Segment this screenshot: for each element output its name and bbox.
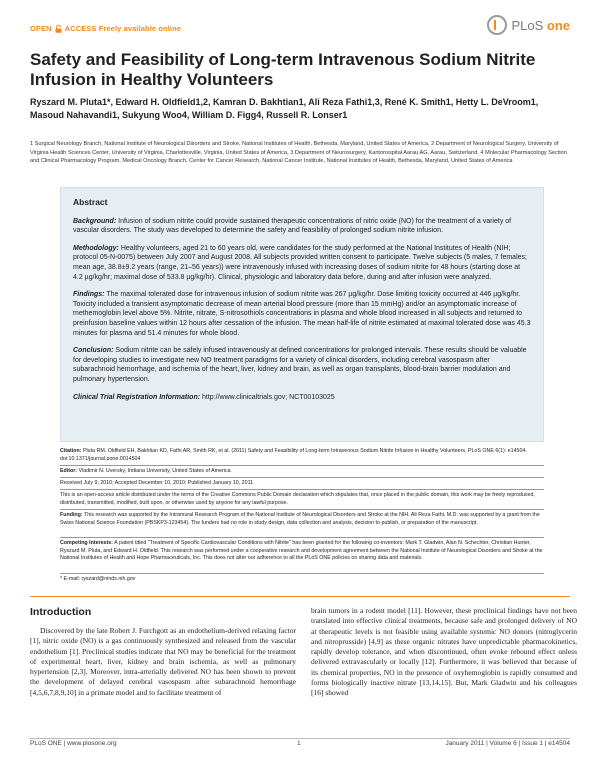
footer-divider [30, 738, 570, 739]
introduction-heading: Introduction [30, 606, 92, 618]
divider [60, 489, 544, 490]
journal-logo [487, 15, 570, 35]
funding-statement: Funding: This research was supported by the Intramural Research Program of the National Institute of Neurological Disorders and Stroke at the NIH. Ali Reza Fathi, M.D. was supported by a grant from the Swiss National Science Foundation (PBSKP3-123454). The funders had no role in study design, data collection and analysis, decision to publish, or preparation of the manuscript. [60, 512, 540, 526]
abstract-methodology: Methodology: Healthy volunteers, aged 21 to 60 years old, were candidates for the study performed at the National Institutes of Health (NIH; protocol 05-N-0075) between July 2007 and August 2008. All subjects provided written consent to participate. Twelve subjects (5 males, 7 females; mean age, 38.8±9.2 years (range, 21–56 years)) were intravenously infused with increasing doses of sodium nitrite for 48 hours (starting dose at 4.2 µg/kg/hr; maximal dose of 533.8 µg/kg/hr). Clinical, physiologic and laboratory data before, during and after infusion were analyzed. [73, 244, 527, 281]
article-title: Safety and Feasibility of Long-term Intravenous Sodium Nitrite Infusion in Healthy Volunteers [30, 50, 536, 89]
affiliations: 1 Surgical Neurology Branch, National Institute of Neurological Disorders and Stroke, National Institutes of Health, Bethesda, Maryland, United States of America, 2 Department of Neurological Surgery, University of Virginia Health Sciences Center, University of Virginia, Charlottesville, Virginia, United States of America, 3 Department of Neurosurgery, Kantonsspital Aarau AG, Aarau, Switzerland, 4 Molecular Pharmacology Section and Clinical Pharmacology Program, Medical Oncology Branch, Center for Cancer Research, National Cancer Institute, National Institutes of Health, Bethesda, Maryland, United States of America [30, 141, 567, 165]
abstract-conclusion: Conclusion: Sodium nitrite can be safely infused intravenously at defined concentrations for prolonged intervals. These results should be valuable for developing studies to investigate new NO treatment paradigms for a variety of clinical disorders, including cerebral vasospasm after subarachnoid hemorrhage, and ischemia of the heart, liver, kidney and brain, as well as organ transplants, blood-brain barrier modulation and pulmonary hypertension. [73, 347, 527, 383]
brand-one: one [546, 17, 570, 33]
divider [60, 537, 544, 538]
divider [60, 509, 544, 510]
open-access-lock-icon [55, 25, 62, 33]
open-access-label: OPEN [30, 24, 52, 33]
introduction-right-column: brain tumors in a rodent model [11]. However, these preclinical findings have not been translated into effective clinical treatments, because safe and prolonged delivery of NO at therapeutic levels is not feasible using available systemic NO donors (nitroglycerin and nitroprusside) [4,9] as these organic nitrates have unpredictable pharmacokinetics, rapidly develop tolerance, and when discontinued, often evoke rebound effect unless delivered extravascularly or locally [12]. Furthermore, it was believed that because of its chemical properties, NO in the presence of oxyhemoglobin is rapidly consumed and forms biologically inactive nitrate [13,14,15]. But, Mark Gladwin and his colleagues [16] showed [311, 606, 577, 698]
competing-interests: Competing Interests: A patent titled "Treatment of Specific Cardiovascular Conditions with Nitrite" has been granted for the following co-inventors: Mark T. Gladwin, Alan N. Schechter, Christian Hunter, Ryszard M. Pluta, and Edward H. Oldfield. This research was performed under a cooperative research and development agreement between the National Institute of Neurological Disorders and Stroke at the National Institutes of Health and Hope Pharmaceuticals, Inc. This does not alter our adherence to all the PLoS ONE policies on sharing data and materials. [60, 540, 543, 562]
citation: Citation: Pluta RM, Oldfield EH, Bakhtian KD, Fathi AR, Smith RK, et al. (2011) Safety and Feasibility of Long-term Intravenous Sodium Nitrite Infusion in Healthy Volunteers. PLoS ONE 6(1): e14504. doi:10.1371/journal.pone.0014504 [60, 448, 527, 462]
abstract-box [60, 187, 544, 442]
editor: Editor: Vladimir N. Uversky, Indiana University, United States of America [60, 468, 231, 474]
plos-logo-icon [487, 15, 507, 35]
author-list: Ryszard M. Pluta1*, Edward H. Oldfield1,2, Kamran D. Bakhtian1, Ali Reza Fathi1,3, René K. Smith1, Hetty L. DeVroom1, Masoud Nahavandi1, Sukyung Woo4, William D. Figg4, Russell R. Lonser1 [30, 97, 539, 120]
footer-page-number: 1 [297, 740, 301, 747]
abstract-trial-registration: Clinical Trial Registration Information: http://www.clinicaltrials.gov; NCT00103025 [73, 393, 335, 401]
footer-issue: January 2011 | Volume 6 | Issue 1 | e14504 [445, 740, 570, 747]
abstract-heading: Abstract [73, 197, 108, 207]
open-access-banner [30, 24, 181, 33]
open-access-text: ACCESS Freely available online [64, 24, 182, 33]
article-dates: Received July 9, 2010; Accepted December 10, 2010; Published January 10, 2011 [60, 480, 254, 486]
divider [60, 477, 544, 478]
abstract-background: Background: Infusion of sodium nitrite could provide sustained therapeutic concentrations of nitric oxide (NO) for the treatment of a variety of vascular disorders. The study was developed to determine the safety and feasibility of prolonged sodium nitrite infusion. [73, 217, 512, 235]
license-statement: This is an open-access article distributed under the terms of the Creative Commons Public Domain declaration which stipulates that, once placed in the public domain, this work may be freely reproduced, distributed, transmitted, modified, built upon, or otherwise used by anyone for any lawful purpose. [60, 492, 535, 506]
divider [60, 573, 544, 574]
footer-journal: PLoS ONE | www.plosone.org [30, 740, 117, 747]
brand-plos: PLoS [511, 17, 544, 33]
divider [60, 465, 544, 466]
trial-registration-link[interactable]: http://www.clinicaltrials.gov; NCT00103025 [202, 393, 335, 401]
abstract-findings: Findings: The maximal tolerated dose for intravenous infusion of sodium nitrite was 267 µg/kg/hr. Dose limiting toxicity occurred at 446 µg/kg/hr. Toxicity included a transient asymptomatic decrease of mean arterial blood pressure (more than 15 mmHg) and/or an asymptomatic increase of methemoglobin level above 5%. Nitrite, nitrate, S-nitrosothiols concentrations in plasma and whole blood increased in all subjects and returned to preinfusion baseline values within 12 hours after cessation of the infusion. The mean half-life of nitrite estimated at maximal tolerated dose was 45.3 minutes for plasma and 51.4 minutes for whole blood. [73, 291, 531, 337]
introduction-left-column: Discovered by the late Robert J. Furchgott as an endothelium-derived relaxing factor [1], nitric oxide (NO) is a gas continuously synthesized and released from the vascular endothelium [1]. Preclinical studies indicate that NO may be beneficial for the treatment of experimental heart, liver, kidney and brain ischemia, as well as pulmonary hypertension [2,3]. Moreover, intra-arterially delivered NO has been shown to prevent the development of delayed cerebral vasospasm after subarachnoid hemorrhage [4,5,6,7,8,9,10] in a primate model and to facilitate treatment of [30, 626, 296, 697]
corresponding-email[interactable]: * E-mail: ryszard@ninds.nih.gov [60, 576, 136, 582]
section-divider [30, 596, 570, 597]
